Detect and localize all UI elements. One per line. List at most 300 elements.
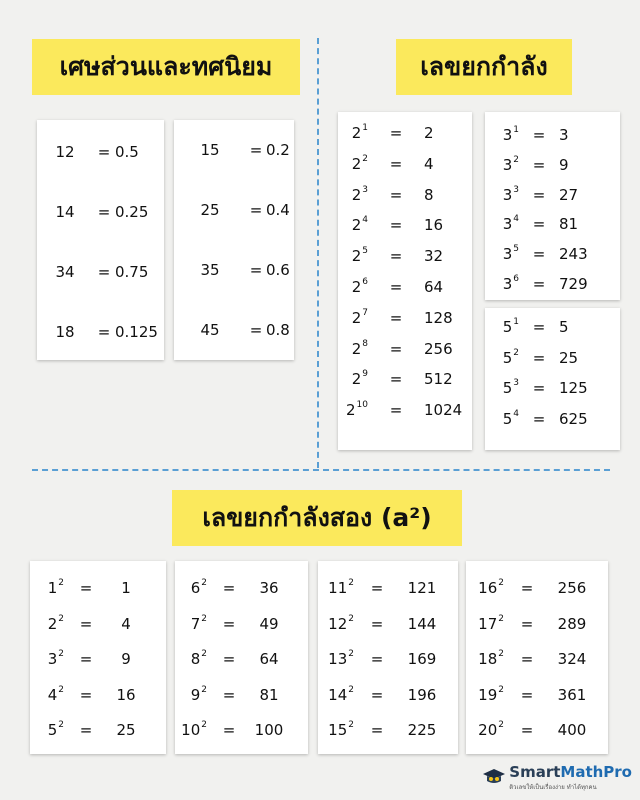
- square-row: [175, 573, 308, 603]
- equals-sign: =: [389, 216, 403, 235]
- power-expression: [175, 615, 207, 633]
- power-row: [338, 118, 472, 148]
- power-row: [485, 373, 620, 403]
- fraction-row: [174, 190, 294, 230]
- exponent: 6: [513, 274, 519, 284]
- equals-sign: =: [370, 579, 384, 597]
- power-expression: [485, 349, 519, 367]
- denominator: 4: [65, 202, 75, 221]
- squares-header: เลขยกกำลังสอง (a²): [172, 490, 462, 546]
- base: 14: [328, 685, 348, 704]
- vertical-divider: [317, 38, 319, 468]
- base: 12: [328, 614, 348, 633]
- fraction-row: [37, 192, 164, 232]
- base: 4: [47, 685, 58, 704]
- square-row: [318, 715, 458, 745]
- square-row: [30, 715, 166, 745]
- result-value: 81: [559, 215, 579, 234]
- denominator: 5: [210, 200, 220, 219]
- equals-sign: =: [532, 379, 546, 397]
- base: 2: [346, 401, 356, 420]
- equals-sign: =: [249, 261, 263, 279]
- exponent: 2: [58, 578, 64, 588]
- equals-sign: =: [532, 318, 546, 336]
- square-row: [30, 644, 166, 674]
- fractions-card-1: [37, 120, 164, 360]
- result-value: 196: [407, 685, 437, 704]
- power-expression: [30, 721, 64, 739]
- base: 11: [328, 579, 348, 597]
- base: 5: [502, 409, 513, 428]
- equals-sign: =: [97, 323, 111, 341]
- power-expression: [466, 650, 504, 668]
- square-row: [175, 609, 308, 639]
- equals-sign: =: [520, 721, 534, 739]
- result-value: 1024: [424, 401, 463, 420]
- power-row: [485, 343, 620, 373]
- exponent: 2: [513, 347, 519, 358]
- power-expression: [175, 686, 207, 704]
- exponent: 10: [356, 400, 368, 411]
- power-expression: [485, 245, 519, 263]
- square-row: [30, 609, 166, 639]
- power-expression: [318, 579, 354, 597]
- numerator: 3: [55, 262, 65, 281]
- numerator: 2: [200, 200, 210, 219]
- base: 13: [328, 650, 348, 668]
- base: 2: [351, 278, 362, 296]
- result-value: 289: [557, 614, 587, 633]
- equals-sign: =: [389, 370, 403, 389]
- decimal-value: 0.4: [266, 201, 290, 219]
- power-expression: [318, 650, 354, 668]
- denominator: 8: [65, 322, 75, 341]
- equals-sign: =: [222, 685, 236, 704]
- power-expression: [338, 155, 368, 173]
- exponent: 2: [201, 613, 207, 624]
- powers-header: เลขยกกำลัง: [396, 39, 572, 95]
- base: 1: [47, 579, 58, 597]
- power-expression: [485, 379, 519, 397]
- base: 7: [190, 614, 201, 633]
- power-expression: [30, 686, 64, 704]
- square-row: [318, 644, 458, 674]
- base: 2: [351, 247, 362, 266]
- graduation-cap-icon: [482, 767, 506, 789]
- denominator: 4: [65, 262, 75, 281]
- equals-sign: =: [389, 185, 403, 204]
- base: 3: [502, 215, 513, 234]
- equals-sign: =: [97, 263, 111, 281]
- exponent: 4: [513, 408, 519, 419]
- fraction: [174, 142, 246, 159]
- exponent: 2: [201, 684, 207, 695]
- exponent: 5: [513, 244, 519, 255]
- result-value: 3: [559, 126, 569, 144]
- powers-of-3-card: [485, 112, 620, 300]
- equals-sign: =: [370, 650, 384, 668]
- result-value: 225: [407, 721, 437, 739]
- decimal-value: 0.5: [115, 143, 139, 161]
- equals-sign: =: [532, 245, 546, 264]
- exponent: 2: [58, 684, 64, 695]
- result-value: 400: [557, 721, 587, 739]
- power-row: [338, 149, 472, 179]
- result-value: 16: [116, 685, 136, 704]
- result-value: 169: [407, 650, 437, 668]
- base: 2: [351, 154, 362, 173]
- power-expression: [30, 615, 64, 633]
- power-expression: [338, 124, 368, 142]
- power-expression: [338, 340, 368, 358]
- power-expression: [338, 186, 368, 204]
- equals-sign: =: [79, 579, 93, 597]
- base: 19: [478, 685, 498, 704]
- denominator: 5: [210, 260, 220, 279]
- square-row: [466, 644, 608, 674]
- equals-sign: =: [532, 215, 546, 234]
- base: 5: [47, 721, 58, 739]
- square-row: [466, 680, 608, 710]
- exponent: 2: [201, 578, 207, 588]
- power-expression: [338, 278, 368, 296]
- power-row: [338, 272, 472, 302]
- fraction: [174, 322, 246, 339]
- squares-card-11-15: [318, 561, 458, 754]
- fraction: [37, 264, 93, 281]
- power-row: [485, 404, 620, 434]
- base: 8: [190, 650, 201, 668]
- equals-sign: =: [532, 126, 546, 144]
- result-value: 4: [121, 614, 131, 633]
- power-expression: [485, 275, 519, 293]
- equals-sign: =: [79, 650, 93, 668]
- result-value: 729: [559, 275, 588, 293]
- power-expression: [338, 401, 368, 419]
- equals-sign: =: [389, 154, 403, 173]
- exponent: 1: [513, 317, 519, 327]
- equals-sign: =: [520, 685, 534, 704]
- power-expression: [318, 686, 354, 704]
- fraction-row: [37, 252, 164, 292]
- exponent: 2: [58, 649, 64, 659]
- power-row: [485, 312, 620, 342]
- squares-card-1-5: [30, 561, 166, 754]
- power-expression: [318, 721, 354, 739]
- power-expression: [175, 721, 207, 739]
- power-row: [485, 150, 620, 180]
- power-row: [485, 209, 620, 239]
- power-expression: [485, 215, 519, 233]
- equals-sign: =: [222, 650, 236, 668]
- power-expression: [485, 318, 519, 336]
- fraction: [37, 144, 93, 161]
- numerator: 1: [200, 140, 210, 159]
- base: 3: [502, 245, 513, 264]
- fraction: [37, 204, 93, 221]
- result-value: 256: [424, 339, 453, 358]
- result-value: 64: [424, 278, 444, 296]
- decimal-value: 0.75: [115, 263, 149, 281]
- exponent: 2: [348, 578, 354, 588]
- equals-sign: =: [520, 614, 534, 633]
- equals-sign: =: [370, 685, 384, 704]
- power-row: [338, 180, 472, 210]
- power-row: [485, 239, 620, 269]
- exponent: 2: [348, 649, 354, 659]
- power-expression: [338, 370, 368, 388]
- numerator: 1: [55, 142, 65, 161]
- equals-sign: =: [389, 124, 403, 142]
- fraction: [37, 324, 93, 341]
- exponent: 8: [362, 338, 368, 349]
- base: 16: [478, 579, 498, 597]
- fractions-card-2: [174, 120, 294, 360]
- exponent: 4: [362, 215, 368, 226]
- equals-sign: =: [79, 685, 93, 704]
- base: 3: [502, 126, 513, 144]
- base: 5: [502, 379, 513, 397]
- base: 10: [181, 721, 201, 739]
- exponent: 3: [513, 378, 519, 388]
- base: 6: [190, 579, 201, 597]
- base: 3: [502, 275, 513, 293]
- exponent: 2: [58, 613, 64, 624]
- fractions-header: เศษส่วนและทศนิยม: [32, 39, 300, 95]
- power-expression: [466, 579, 504, 597]
- base: 15: [328, 721, 348, 739]
- result-value: 1: [121, 579, 131, 597]
- base: 3: [47, 650, 58, 668]
- result-value: 64: [259, 650, 279, 668]
- result-value: 125: [559, 379, 588, 397]
- result-value: 512: [424, 370, 453, 389]
- exponent: 2: [362, 153, 368, 164]
- base: 5: [502, 348, 513, 367]
- power-expression: [485, 186, 519, 204]
- power-expression: [175, 650, 207, 668]
- decimal-value: 0.6: [266, 261, 290, 279]
- exponent: 2: [498, 578, 504, 588]
- base: 5: [502, 318, 513, 336]
- result-value: 9: [559, 155, 569, 174]
- decimal-value: 0.2: [266, 141, 290, 159]
- result-value: 128: [424, 308, 453, 327]
- exponent: 1: [513, 125, 519, 135]
- square-row: [175, 644, 308, 674]
- base: 2: [351, 185, 362, 204]
- denominator: 5: [210, 140, 220, 159]
- base: 2: [351, 308, 362, 327]
- equals-sign: =: [222, 579, 236, 597]
- smartmathpro-logo: [482, 763, 632, 792]
- base: 3: [502, 155, 513, 174]
- exponent: 2: [498, 684, 504, 695]
- exponent: 2: [201, 649, 207, 659]
- exponent: 2: [348, 720, 354, 730]
- power-expression: [466, 615, 504, 633]
- power-expression: [338, 216, 368, 234]
- square-row: [175, 680, 308, 710]
- power-row: [338, 395, 472, 425]
- power-expression: [485, 410, 519, 428]
- denominator: 5: [210, 320, 220, 339]
- fraction: [174, 202, 246, 219]
- denominator: 2: [65, 142, 75, 161]
- fraction-row: [37, 132, 164, 172]
- exponent: 2: [498, 649, 504, 659]
- exponent: 1: [362, 123, 368, 133]
- logo-wordmark: SmartMathPro: [509, 763, 632, 781]
- decimal-value: 0.125: [115, 323, 158, 341]
- power-row: [485, 120, 620, 150]
- power-expression: [30, 650, 64, 668]
- base: 2: [47, 614, 58, 633]
- base: 2: [351, 216, 362, 235]
- fraction-row: [174, 250, 294, 290]
- equals-sign: =: [389, 401, 403, 420]
- exponent: 3: [513, 184, 519, 195]
- square-row: [318, 680, 458, 710]
- exponent: 3: [362, 184, 368, 195]
- power-row: [485, 180, 620, 210]
- power-expression: [466, 686, 504, 704]
- exponent: 5: [362, 246, 368, 257]
- equals-sign: =: [370, 614, 384, 633]
- result-value: 256: [557, 579, 587, 597]
- base: 2: [351, 124, 362, 142]
- equals-sign: =: [389, 278, 403, 296]
- power-expression: [30, 579, 64, 597]
- fraction-row: [174, 130, 294, 170]
- exponent: 2: [201, 720, 207, 730]
- result-value: 49: [259, 614, 279, 633]
- power-row: [338, 210, 472, 240]
- fraction-row: [174, 310, 294, 350]
- result-value: 32: [424, 247, 444, 266]
- base: 2: [351, 339, 362, 358]
- equals-sign: =: [520, 579, 534, 597]
- decimal-value: 0.8: [266, 321, 290, 339]
- logo-tagline: ติวเลขให้เป็นเรื่องง่าย ทำได้ทุกคน: [509, 784, 597, 791]
- power-expression: [466, 721, 504, 739]
- square-row: [30, 680, 166, 710]
- equals-sign: =: [532, 155, 546, 174]
- squares-card-6-10: [175, 561, 308, 754]
- fraction-row: [37, 312, 164, 352]
- base: 18: [478, 650, 498, 668]
- powers-of-5-card: [485, 308, 620, 450]
- numerator: 1: [55, 322, 65, 341]
- numerator: 1: [55, 202, 65, 221]
- decimal-value: 0.25: [115, 203, 149, 221]
- square-row: [466, 715, 608, 745]
- square-row: [175, 715, 308, 745]
- square-row: [30, 573, 166, 603]
- exponent: 2: [348, 684, 354, 695]
- power-expression: [485, 126, 519, 144]
- result-value: 25: [116, 721, 136, 739]
- equals-sign: =: [249, 321, 263, 339]
- squares-card-16-20: [466, 561, 608, 754]
- result-value: 625: [559, 409, 588, 428]
- result-value: 324: [557, 650, 587, 668]
- result-value: 8: [424, 185, 434, 204]
- power-row: [338, 241, 472, 271]
- base: 3: [502, 185, 513, 204]
- base: 2: [351, 370, 362, 389]
- result-value: 100: [254, 721, 284, 739]
- equals-sign: =: [79, 721, 93, 739]
- numerator: 4: [200, 320, 210, 339]
- exponent: 7: [362, 307, 368, 318]
- equals-sign: =: [532, 185, 546, 204]
- power-expression: [338, 247, 368, 265]
- result-value: 243: [559, 245, 588, 264]
- exponent: 9: [362, 369, 368, 380]
- result-value: 36: [259, 579, 279, 597]
- square-row: [466, 573, 608, 603]
- equals-sign: =: [222, 614, 236, 633]
- equals-sign: =: [97, 143, 111, 161]
- equals-sign: =: [389, 308, 403, 327]
- horizontal-divider: [32, 469, 610, 471]
- result-value: 144: [407, 614, 437, 633]
- power-expression: [338, 309, 368, 327]
- equals-sign: =: [249, 141, 263, 159]
- base: 17: [478, 614, 498, 633]
- equals-sign: =: [370, 721, 384, 739]
- power-expression: [485, 156, 519, 174]
- result-value: 9: [121, 650, 131, 668]
- exponent: 2: [348, 613, 354, 624]
- equals-sign: =: [532, 275, 546, 293]
- base: 20: [478, 721, 498, 739]
- result-value: 5: [559, 318, 569, 336]
- power-row: [485, 269, 620, 299]
- equals-sign: =: [249, 201, 263, 219]
- equals-sign: =: [389, 339, 403, 358]
- powers-of-2-card: [338, 112, 472, 450]
- equals-sign: =: [222, 721, 236, 739]
- exponent: 2: [513, 154, 519, 165]
- power-row: [338, 334, 472, 364]
- equals-sign: =: [520, 650, 534, 668]
- power-row: [338, 303, 472, 333]
- square-row: [318, 573, 458, 603]
- numerator: 3: [200, 260, 210, 279]
- result-value: 4: [424, 154, 434, 173]
- fraction: [174, 262, 246, 279]
- exponent: 2: [58, 720, 64, 730]
- equals-sign: =: [532, 409, 546, 428]
- square-row: [466, 609, 608, 639]
- result-value: 81: [259, 685, 279, 704]
- base: 9: [190, 685, 201, 704]
- result-value: 2: [424, 124, 434, 142]
- power-expression: [175, 579, 207, 597]
- exponent: 2: [498, 613, 504, 624]
- exponent: 4: [513, 214, 519, 225]
- exponent: 2: [498, 720, 504, 730]
- exponent: 6: [362, 277, 368, 287]
- result-value: 27: [559, 185, 579, 204]
- equals-sign: =: [532, 348, 546, 367]
- equals-sign: =: [389, 247, 403, 266]
- result-value: 16: [424, 216, 444, 235]
- power-expression: [318, 615, 354, 633]
- square-row: [318, 609, 458, 639]
